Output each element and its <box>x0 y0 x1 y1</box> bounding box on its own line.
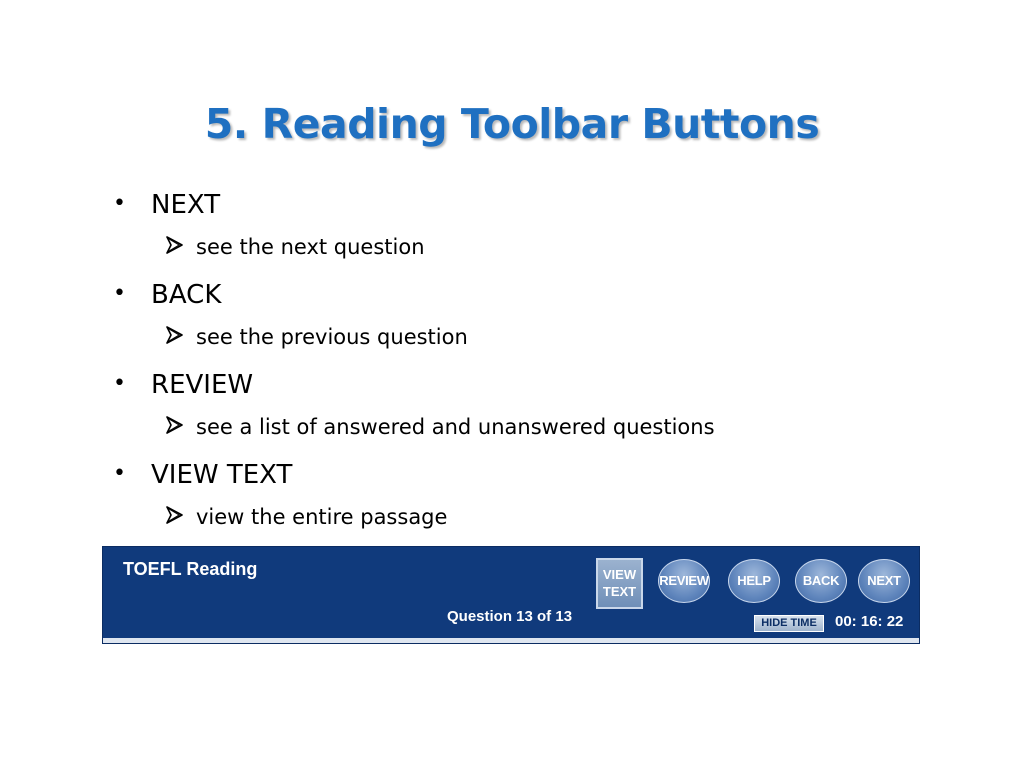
sub-item-label: see the next question <box>196 235 425 259</box>
sub-item-label: see a list of answered and unanswered questions <box>196 415 715 439</box>
review-button[interactable]: REVIEW <box>658 559 710 603</box>
arrow-bullet-icon <box>165 326 185 344</box>
arrow-bullet-icon <box>165 506 185 524</box>
bullet-icon: • <box>113 461 126 486</box>
arrow-bullet-icon <box>165 416 185 434</box>
item-label: REVIEW <box>151 370 254 400</box>
view-text-button[interactable]: VIEW TEXT <box>596 558 643 609</box>
bullet-icon: • <box>113 371 126 396</box>
bullet-icon: • <box>113 281 126 306</box>
sub-item-label: view the entire passage <box>196 505 448 529</box>
help-button[interactable]: HELP <box>728 559 780 603</box>
toefl-toolbar <box>102 546 920 644</box>
arrow-bullet-icon <box>165 236 185 254</box>
item-label: VIEW TEXT <box>151 460 293 490</box>
slide-title: 5. Reading Toolbar Buttons <box>204 100 820 148</box>
next-button[interactable]: NEXT <box>858 559 910 603</box>
back-button[interactable]: BACK <box>795 559 847 603</box>
item-label: NEXT <box>151 190 221 220</box>
question-counter: Question 13 of 13 <box>447 608 573 625</box>
timer: 00: 16: 22 <box>835 613 904 630</box>
toolbar-title: TOEFL Reading <box>123 559 258 579</box>
sub-item-label: see the previous question <box>196 325 468 349</box>
bullet-icon: • <box>113 191 126 216</box>
item-label: BACK <box>151 280 222 310</box>
hide-time-button[interactable]: HIDE TIME <box>754 615 824 632</box>
